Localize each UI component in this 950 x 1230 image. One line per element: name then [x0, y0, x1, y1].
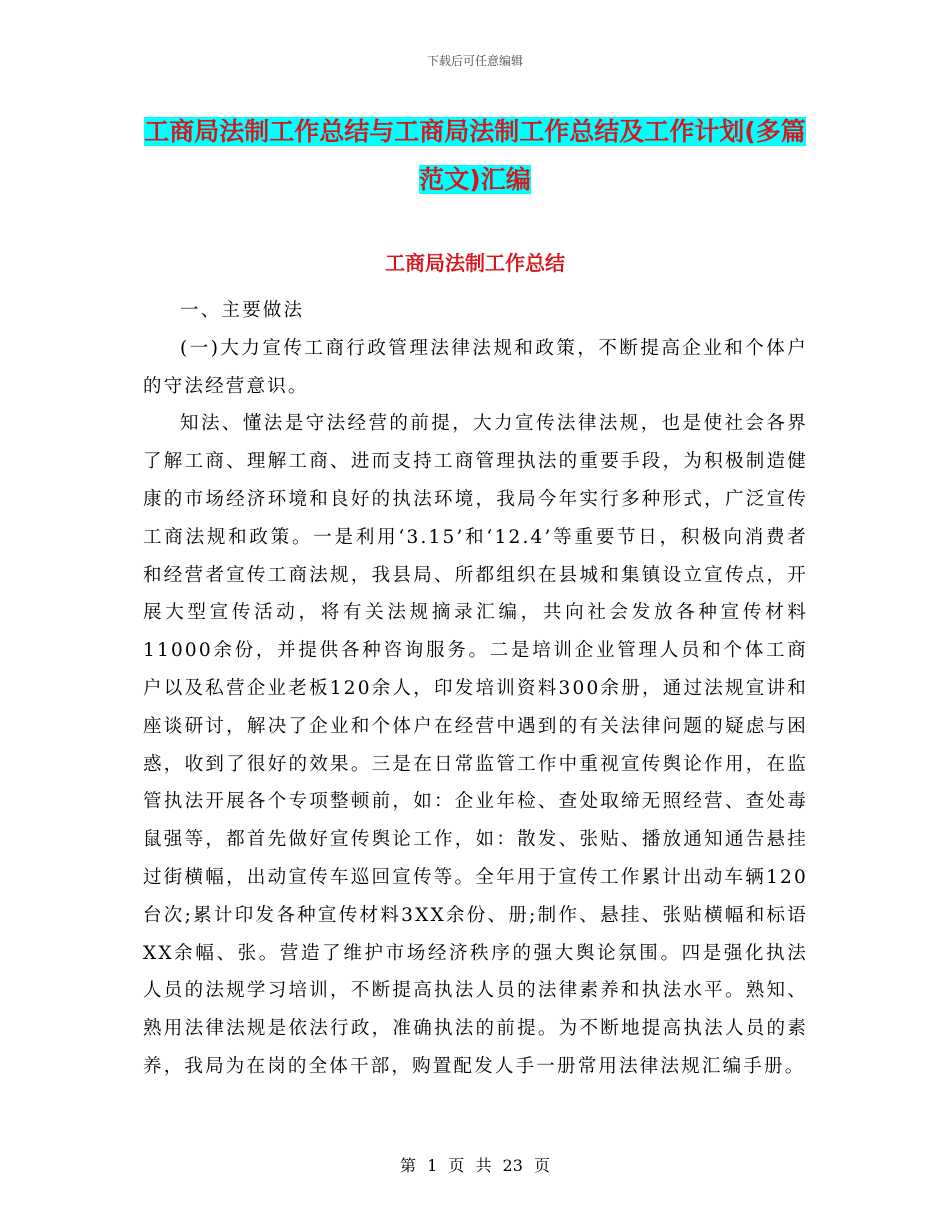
section-title: 工商局法制工作总结	[385, 251, 565, 275]
document-title	[140, 108, 810, 204]
paragraph: 一、主要做法	[180, 300, 305, 321]
body-text	[143, 292, 808, 1086]
paragraph: (一)大力宣传工商行政管理法律法规和政策，不断提高企业和个体户的守法经营意识。	[143, 337, 808, 397]
document-title-text: 工商局法制工作总结与工商局法制工作总结及工作计划(多篇范文)汇编	[144, 117, 806, 194]
page-footer: 第 1 页 共 23 页	[400, 1156, 550, 1175]
paragraph: 知法、懂法是守法经营的前提，大力宣传法律法规，也是使社会各界了解工商、理解工商、进而支持工商管理执法的重要手段，为积极制造健康的市场经济环境和良好的执法环境，我局今年实行多种形式，广泛宣传工商法规和政策。一是利用‘3.15’和‘12.4’等重要节日，积极向消费者和经营者宣传工商法规，我县局、所都组织在县城和集镇设立宣传点，开展大型宣传活动，将有关法规摘录汇编，共向社会发放各种宣传材料11000余份，并提供各种咨询服务。二是培训企业管理人员和个体工商户以及私营企业老板120余人，印发培训资料300余册，通过法规宣讲和座谈研讨，解决了企业和个体户在经营中遇到的有关法律问题的疑虑与困惑，收到了很好的效果。三是在日常监管工作中重视宣传舆论作用，在监管执法开展各个专项整顿前，如：企业年检、查处取缔无照经营、查处毒鼠强等，都首先做好宣传舆论工作，如：散发、张贴、播放通知通告悬挂过街横幅，出动宣传车巡回宣传等。全年用于宣传工作累计出动车辆120台次;累计印发各种宣传材料3XX余份、册;制作、悬挂、张贴横幅和标语XX余幅、张。营造了维护市场经济秩序的强大舆论氛围。四是强化执法人员的法规学习培训，不断提高执法人员的法律素养和执法水平。熟知、熟用法律法规是依法行政，准确执法的前提。为不断地提高执法人员的素养，我局为在岗的全体干部，购置配发人手一册常用法律法规汇编手册。	[143, 413, 808, 1077]
header-note: 下载后可任意编辑	[426, 54, 523, 68]
